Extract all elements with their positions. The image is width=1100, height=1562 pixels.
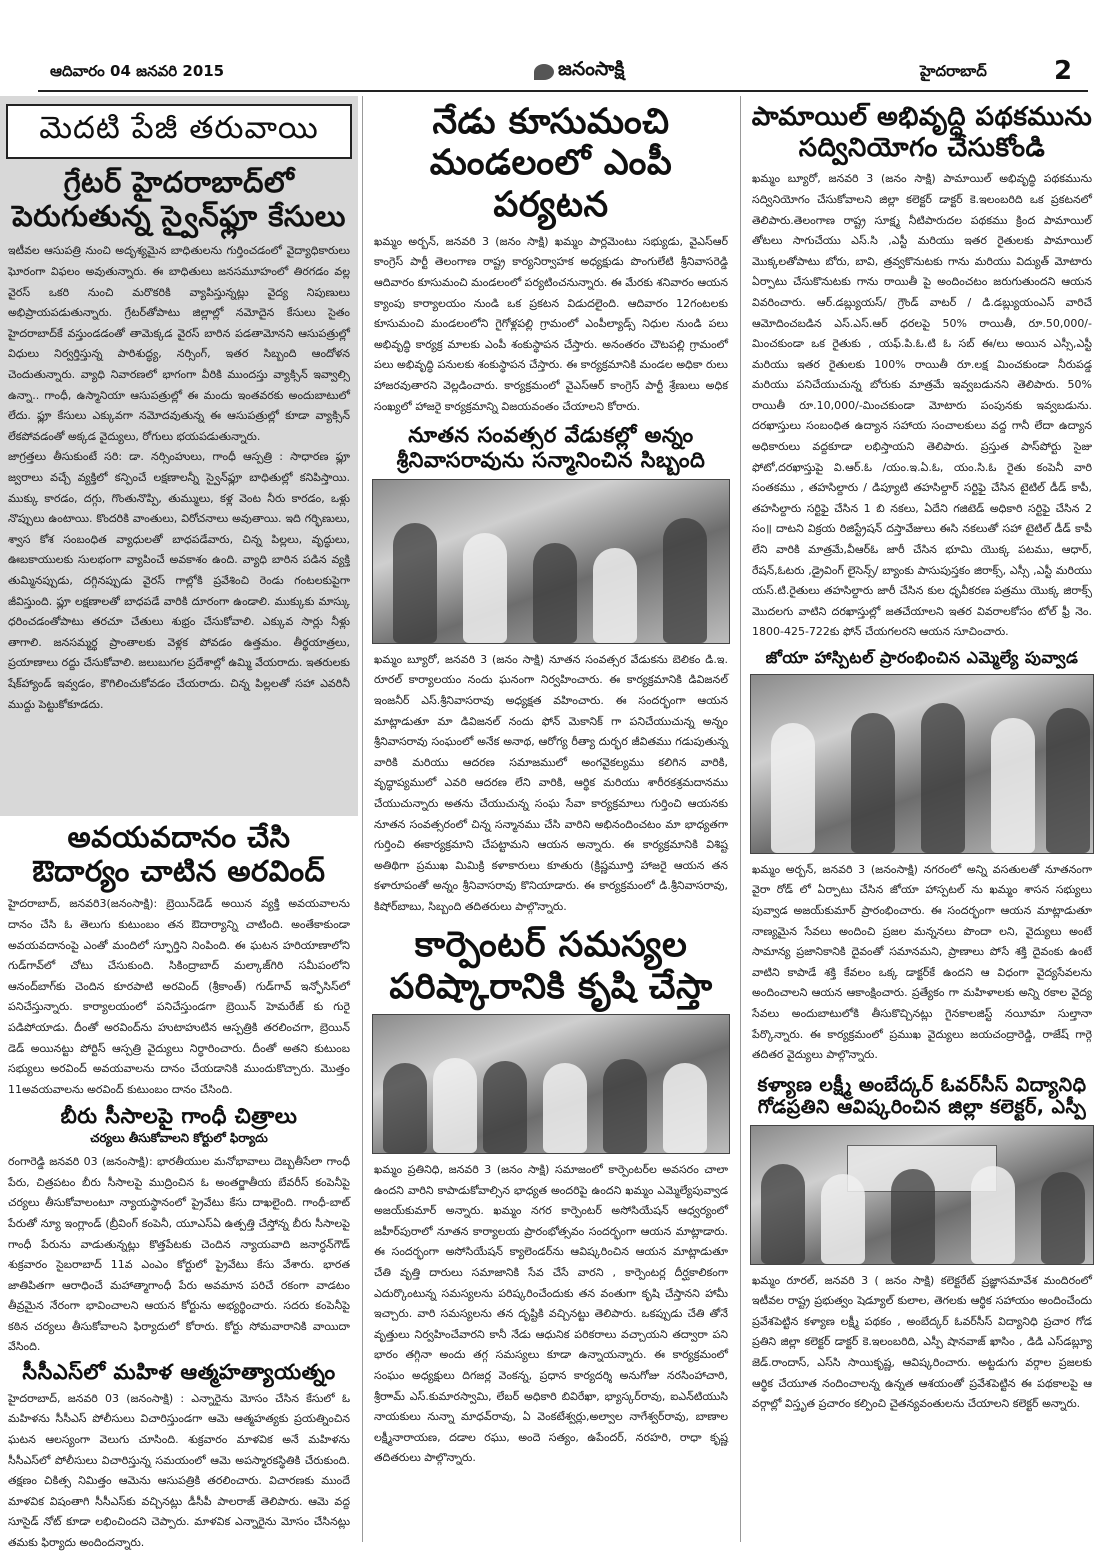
- middle-column: [366, 96, 736, 1469]
- article-body: రంగారెడ్డి జనవరి 03 (జనంసాక్షి): భారతీయుల మనోభావాలు దెబ్బతీసేలా గాంధీ పేరు, చిత్రపటం బీరు సీసాలపై ముద్రించిన ఓ అంతర్జాతీయ బేవరీస్ కంపెనీపై చర్యలు తీసుకోవాలంటూ న్యాయస్థానంలో ప్రైవేటు కేసు దాఖలైంది. గాంధీ-బాట్ పేరుతో న్యూ ఇంగ్లాండ్ (బ్రీవింగ్ కంపెనీ, యూఎస్ఏ ఉత్పత్తి చేస్తోన్న బీరు సీసాలపై గాంధీ పేరును వాడుతున్నట్లు కొత్తపేటకు చెందిన న్యాయవాది జనార్ధన్‌గౌడ్ శుక్రవారం సైబరాబాద్ 11వ ఎంఎం కోర్టులో ప్రైవేటు కేసు వేశారు. భారత జాతిపితగా ఆరాధించే మహాత్మాగాంధీ పేరు అవమాన పరిచే రకంగా వాడటం తీవ్రమైన నేరంగా భావించాలని ఆయన కోర్టును అభ్యర్థించారు. సదరు కంపెనీపై కఠిన చర్యలు తీసుకోవాలని ఫిర్యాదులో కోరారు. కోర్టు సోమవారానికి వాయిదా వేసింది.: [8, 1155, 350, 1354]
- left-column: [0, 96, 358, 1554]
- felicitation-photo: [372, 479, 730, 644]
- article-headline: జోయా హాస్పిటల్ ప్రారంభించిన ఎమ్మెల్యే పువ్వాడ: [765, 648, 1079, 667]
- wall-poster-release-photo: [750, 1125, 1094, 1265]
- article-headline: సీసీఎస్‌లో మహిళ ఆత్మహత్యాయత్నం: [22, 1360, 336, 1385]
- article-headline: బీరు సీసాలపై గాంధీ చిత్రాలు: [60, 1104, 298, 1129]
- continuation-box: [0, 96, 358, 816]
- column-divider: [362, 96, 363, 1542]
- article: [744, 1074, 1100, 1415]
- article-body: ఖమ్మం ప్రతినిధి, జనవరి 3 (జనం సాక్షి) సమాజంలో కార్పెంటర్‌ల అవసరం చాలా ఉందని వారిని కాపాడుకోవాల్సిన భాధ్యత అందరిపై ఉందని ఖమ్మం ఎమ్మెల్యేపువ్వాడ అజయ్‌కుమార్ అన్నారు. ఖమ్మం నగర కార్పెంటర్ అసోసియేషన్ ఆధ్వర్యంలో జహీర్‌పురాలో నూతన కార్యాలయ ప్రారంభోత్సవం సందర్భంగా ఆయన మాట్లాడారు. ఈ సందర్భంగా అసోసియేషన్ క్యాలెండర్‌ను ఆవిష్కరించిన ఆయన మాట్లాడుతూ చేతి వృత్తి దారులు సమాజానికి సేవ చేసే వారని , కార్పెంటర్ల దీర్ఘకాలికంగా ఎదుర్కొంటున్న సమస్యలను పరిష్కరించేందుకు తన వంతుగా కృషి చేస్తానని హామీ ఇచ్చారు. వారి సమస్యలను తన దృష్టికి వచ్చినట్టు తెలిపారు. ఒకప్పుడు చేతి తోనే వృత్తులు నిర్వహించేవారని కానీ నేడు ఆధునిక పరికరాలు వచ్చాయని తద్వారా పని భారం తగ్గినా అందు తగ్గ సమస్యలు కూడా ఉన్నాయన్నారు. ఈ కార్యక్రమంలో సంఘం అధ్యక్షులు దిగజర్ల వెంకన్న, ప్రధాన కార్యదర్శి అనుగోజు నరసింహాచారి, శ్రీరాామ్ ఎస్.కుమారస్వామి, లేబర్ అధికారి బివిరేఖా, భ్యాస్కర్‌రావు, ఐఎన్‌టియుసి నాయకులు నున్నా మాధవ్‌రావు, ఏ వెంకటేశ్వర్లు,అల్వాల నాగేశ్వర్‌రావు, బాణాల లక్ష్మీనారాయణ, దడాల రఘు, అందె సత్యం, ఉపేందర్, నరహరి, రాధా కృష్ణ తదితరులు పాల్గొన్నారు.: [374, 1163, 728, 1465]
- article-body: ఖమ్మం బ్యూరో, జనవరి 3 (జనం సాక్షి) నూతన సంవత్సర వేడుకను బెలికం డి.ఇ. రూరల్ కార్యాలయం నందు ఘనంగా నిర్వహించారు. ఈ కార్యక్రమానికి డివిజనల్ ఇంజనీర్ ఎస్.శ్రీనివాసరావు అధ్యక్షత వహించారు. ఈ సందర్భంగా ఆయన మాట్లాడుతూ మా డివిజనల్ నందు ఫోన్ మెకానిక్ గా పనిచేయుచున్న అన్నం శ్రీనివాసరావు సంఘంలో అనేక అనాథ, ఆరోగ్య రీత్యా దుర్భర జీవితము గడుపుతున్న వారికి మరియు ఆదరణ సమాజములో అంగవైకల్యము కలిగిన వారికి, వృద్ధాప్యములో ఎవరి ఆదరణ లేని వారికి, ఆర్థిక మరియు శారీరకశ్రమదానము చేయుచున్నారు అతను చేయుచున్న సంఘ సేవా కార్యక్రమాలు గుర్తించి ఆయనకు నూతన సంవత్సరంలో చిన్న సన్మానము చేసి వారిని అభినందించటం మా భాధ్యతగా గుర్తించి ఈకార్యక్రమాని చేపట్టామని ఆయన అన్నారు. ఈ కార్యక్రమానికి విశిష్ట అతిథిగా ప్రముఖ మిమిక్రి కళాకారులు కూతురు (క్రిష్ణమూర్తి హాజరై ఆయన తన కళారూపంతో అన్నం శ్రీనివాసరావు కొనియాడారు. ఈ కార్యక్రమంలో డి.శ్రీనివాసరావు, కిషోర్‌బాబు, సిబ్బంది తదితరులు పాల్గొన్నారు.: [374, 652, 728, 913]
- article-headline: ఔదార్యం చాటిన అరవింద్: [32, 854, 326, 889]
- page-number: 2: [1054, 56, 1073, 86]
- article-subheadline: చర్యలు తీసుకోవాలని కోర్టులో ఫిర్యాదు: [90, 1131, 268, 1146]
- article-headline: మండలంలో ఎంపీ పర్యటన: [429, 143, 673, 225]
- article-headline: కార్పెంటర్ సమస్యల: [414, 925, 688, 966]
- article-body: ఇటీవల ఆసుపత్రి నుంచి అదృశ్యమైన బాధితులను గుర్తించడంలో వైద్యాధికారులు ఘోరంగా విఫలం అవుతున్నారు. ఈ బాధితులు జనసమూహంలో తిరగడం వల్ల వైరస్ ఒకరి నుంచి మరొకరికి వ్యాపిస్తున్నట్లు వైద్య నిపుణులు అభిప్రాయపడుతున్నారు. గ్రేటర్‌తోపాటు జిల్లాల్లో నమోదైన కేసులు సైతం హైదరాబాద్‌కే వస్తుండడంతో తామెక్కడ వైరస్ బారిన పడతామోనని ఆసుపత్రుల్లో విధులు నిర్వర్తిస్తున్న పారిశుద్ధ్య, నర్సింగ్, ఇతర సిబ్బంది ఆందోళన చెందుతున్నారు. వ్యాధి నివారణలో భాగంగా వీరికి ముందస్తు వ్యాక్సిన్ ఇవ్వాల్సి ఉన్నా.. గాంధీ, ఉస్మానియా ఆసుపత్రుల్లో ఈ మందు ఇంతవరకు అందుబాటులో లేదు. ఫ్లూ కేసులు ఎక్కువగా నమోదవుతున్న ఈ ఆసుపత్రుల్లో కూడా వ్యాక్సిన్ లేకపోవడంతో అక్కడ వైద్యులు, రోగులు భయపడుతున్నారు.: [8, 244, 350, 443]
- article-body: ఖమ్మం రూరల్, జనవరి 3 ( జనం సాక్షి) కలెక్టరేట్ ప్రజ్ఞాసమావేశ మందిరంలో ఇటీవల రాష్ట్ర ప్రభుత్వం షెడ్యూల్ కులాల, తెగలకు ఆర్థిక సహాయం అందించేందు ప్రవేశపెట్టిన కళ్యాణ లక్ష్మీ పథకం , అంబేద్కర్ ఓవర్‌సీస్ విద్యానిధి ప్రచార గోడ ప్రతిని జిల్లా కలెక్టర్ డాక్టర్ కె.ఇలంబరిది, ఎస్పీ షానవాజ్ ఖాసిం , డిడి ఎస్‌డబ్ల్యూ జెడ్.రాందాస్, ఎస్‌సి సాయికృష్ణ, ఆవిష్కరించారు. అట్టడుగు వర్గాల ప్రజలకు ఆర్థిక చేయూత నందించాలన్న ఉన్నత ఆశయంతో ప్రవేశపెట్టిన ఈ పథకాలపై ఆ వర్గాల్లో విస్తృత ప్రచారం కల్పించి చైతన్యవంతులను చేయాలని కలెక్టర్ అన్నారు.: [752, 1273, 1092, 1411]
- article: [366, 925, 736, 1469]
- section-flag: మెదటి పేజీ తరువాయి: [6, 104, 352, 159]
- hospital-inauguration-photo: [750, 674, 1094, 854]
- article-headline: సద్వినియోగం చేసుకోండి: [798, 132, 1046, 163]
- edition-city: హైదరాబాద్: [920, 62, 987, 80]
- article: [366, 423, 736, 917]
- article-headline: నూతన సంవత్సర వేడుకల్లో అన్నం: [408, 423, 694, 448]
- article-body: ఖమ్మం అర్బన్, జనవరి 3 (జనంసాక్షి) నగరంలో అన్ని వసతులతో నూతనంగా వైరా రోడ్ లో ఏర్పాటు చేసిన జోయా హాస్పటల్ ను ఖమ్మం శాసన సభ్యులు పువ్వాడ అజయ్‌కుమార్ ప్రారంభించారు. ఈ సందర్భంగా ఆయన మాట్లాడుతూ నాణ్యమైన సేవలు అందించి ప్రజల మన్ననలు పొందా లని, వైద్యులు అంటే సామాన్య ప్రజానికానికి దైవంతో సమానమని, ప్రాణాలు పోసే శక్తి దైవంకు ఉంటే వాటిని కాపాడే శక్తి కేవలం ఒక్క డాక్టర్‌కే ఉందని ఆ విధంగా వైద్యసేవలను అందించాలని ఆయన ఆకాంక్షించారు. ప్రత్యేకం గా మహిళాలకు అన్ని రకాల వైద్య సేవలు అందుబాటులోకి తీసుకొచ్చినట్లు గైనకాలజిస్ట్ నయీమా సుల్తానా పేర్కొన్నారు. ఈ కార్యక్రమంలో ప్రముఖ వైద్యులు జయచంద్రారెడ్డి, రాజేష్ గార్గె తదితర వైద్యులు పాల్గొన్నారు.: [752, 862, 1092, 1062]
- issue-date: ఆదివారం 04 జనవరి 2015: [50, 62, 225, 80]
- article: [744, 649, 1100, 1066]
- article-headline: శ్రీనివాసరావును సన్మానించిన సిబ్బంది: [396, 448, 706, 472]
- calendar-release-photo: [372, 1014, 730, 1154]
- article-headline: పెరుగుతున్న స్వైన్‌ఫ్లూ కేసులు: [12, 199, 346, 234]
- article-headline: పామాయిల్ అభివృద్ధి పథకమును: [751, 102, 1093, 132]
- article: [0, 1360, 358, 1554]
- article-headline: నేడు కూసుమంచి: [432, 102, 670, 142]
- article-headline: పరిష్కారానికి కృషి చేస్తా: [389, 966, 713, 1007]
- masthead: [38, 52, 1088, 92]
- article-body: ఖమ్మం అర్బన్, జనవరి 3 (జనం సాక్షి) ఖమ్మం పార్లమెంటు సభ్యుడు, వైఎస్ఆర్ కాంగ్రెస్ పార్టీ తెలంగాణ రాష్ట్ర కార్యనిర్వాహక అధ్యక్షుడు పొంగులేటి శ్రీనివాసరెడ్డి ఆదివారం కూసుమంచి మండలంలో పర్యటించనున్నారు. ఈ మేరకు శనివారం ఆయన క్యాంపు కార్యాలయం నుండి ఒక ప్రకటన విడుదలైంది. ఆదివారం 12గంటలకు కూసుమంచి మండలంలోని గైగోళ్లపల్లి గ్రామంలో ఎంపీల్యాడ్స్ నిధుల నుండి పలు అభివృద్ధి కార్యక్ర మాలకు ఎంపీ శంకుస్థాపన చేస్తారు. అనంతరం చౌటపల్లి గ్రామంలో పలు అభివృద్ధి పనులకు శంకుస్థాపన చేస్తారు. ఈ కార్యక్రమానికి మండల అధికా రులు హాజరవుతారని వెల్లడించారు. కార్యక్రమంలో వైఎస్ఆర్ కాంగ్రెస్ పార్టీ శ్రేణులు అధిక సంఖ్యలో హాజరై కార్యక్రమాన్ని విజయవంతం చేయాలని కోరారు.: [374, 234, 728, 413]
- article-body: జాగ్రత్తలు తీసుకుంటే సరి: డా. నర్సింహులు, గాంధీ ఆస్పత్రి : సాధారణ ఫ్లూ జ్వరాలు వచ్చే వ్యక్తిలో కన్పించే లక్షణాలన్నీ స్వైన్‌ఫ్లూ బాధితుల్లో కనిపిస్తాయి. ముక్కు కారడం, దగ్గు, గొంతునొప్పి, తుమ్ములు, కళ్ల వెంట నీరు కారడం, ఒళ్లు నొప్పులు ఉంటాయి. కొందరికి వాంతులు, విరోచనాలు అవుతాయి. ఇది గర్భిణులు, శ్వాస కోశ సంబంధిత వ్యాధులతో బాధపడేవారు, చిన్న పిల్లలు, వృద్ధులు, ఊబకాయులకు సులభంగా వ్యాపించే అవకాశం ఉంది. వ్యాధి బారిన పడిన వ్యక్తి తుమ్మినప్పుడు, దగ్గినప్పుడు వైరస్ గాల్లోకి ప్రవేశించి రెండు గంటలకుపైగా జీవిస్తుంది. ఫ్లూ లక్షణాలతో బాధపడే వారికి దూరంగా ఉండాలి. ముక్కుకు మాస్కు ధరించడంతోపాటు తరచూ చేతులు శుభ్రం చేసుకోవాలి. ఎక్కువ సార్లు నీళ్లు తాగాలి. జనసమ్మర్థ ప్రాంతాలకు వెళ్లక పోవడం ఉత్తమం. తీర్థయాత్రలు, ప్రయాణాలు రద్దు చేసుకోవాలి. జలుబుగల ప్రదేశాల్లో ఉమ్మి వేయరాదు. ఇతరులకు షేక్‌హ్యాండ్ ఇవ్వడం, కౌగిలించుకోవడం చేయరాదు. చిన్న పిల్లలతో సహా ఎవరినీ ముద్దు పెట్టుకోకూడదు.: [8, 450, 350, 711]
- article-headline: కళ్యాణ లక్ష్మీ అంబేద్కర్ ఓవర్‌సీస్ విద్యానిధి: [757, 1073, 1087, 1096]
- article-headline: గోడప్రతిని ఆవిష్కరించిన జిల్లా కలెక్టర్, ఎస్పీ: [757, 1096, 1087, 1119]
- leaf-icon: [534, 64, 554, 80]
- logo-text: జనంసాక్షి: [558, 58, 625, 80]
- newspaper-logo: [534, 58, 624, 85]
- article-headline: గ్రేటర్ హైదరాబాద్‌లో: [63, 165, 295, 199]
- article-headline: అవయవదానం చేసి: [67, 820, 291, 854]
- article: [0, 1104, 358, 1358]
- article-body: హైదరాబాద్, జనవరి 03 (జనంసాక్షి) : ఎన్నారైను మోసం చేసిన కేసులో ఓ మహిళను సీసీఎస్ పోలీసులు విచారిస్తుండగా ఆమె ఆత్మహత్యకు ప్రయత్నించిన ఘటన ఆలస్యంగా వెలుగు చూసింది. శుక్రవారం మాళవిక అనే మహిళను సీసీఎస్‌లో పోలీసులు విచారిస్తున్న సమయంలో ఆమె అపస్మారకస్థితికి చేరుకుంది. తక్షణం చికిత్స నిమిత్తం ఆమెను ఆసుపత్రికి తరలించారు. విచారణకు ముందే మాళవిక విషంతాగి సీసీఎస్‌కు వచ్చినట్లు డీసీపీ పాలరాజ్ తెలిపారు. ఆమె వద్ద సూసైడ్ నోట్ కూడా లభించిందని చెప్పారు. మాళవిక ఎన్నారైను మోసం చేసినట్లు తమకు ఫిర్యాదు అందిందన్నారు.: [8, 1391, 350, 1549]
- article: [0, 820, 358, 1100]
- article-body: ఖమ్మం బ్యూరో, జనవరి 3 (జనం సాక్షి) పామాయిల్ అభివృద్ధి పథకమును సద్వినియోగం చేసుకోవాలని జిల్లా కలెక్టర్ డాక్టర్ కె.ఇలంబరిది ఒక ప్రకటనలో తెలిపారు.తెలంగాణ రాష్ట్ర సూక్ష్మ నీటిపారుదల పథకము క్రింద పామాయిల్ తోటలు సాగుచేయు ఎస్.సి ,ఎస్టీ మరియు ఇతర రైతులకు పామాయిల్ మొక్కలతోపాటు బోరు, బావి, త్రవ్వకొనుటకు గాను మరియు విద్యుత్ మోటారు ఏర్పాటు చేసుకొనుటకు గాను రాయితీ పై అందించటం జరుగుతుందని ఆయన వివరించారు. ఆర్.డబ్ల్యుయస్/ గ్రౌండ్ వాటర్ / డి.డబ్ల్యుయంఎస్ వారిచే ఆమోదించబడిన ఎస్.ఎస్.ఆర్ ధరలపై 50% రాయితీ, రూ.50,000/- మించకుండా ఒక రైతుకు , యఫ్.పి.ఓ.టి ఓ సబ్ ఈ/లు అయిన ఎస్సీ,ఎస్టీ మరియు ఇతర రైతులకు 100% రాయితీ రూ.లక్ష మించకుండా నీరుపడ్డ మరియు పనిచేయుచున్న బోరుకు మాత్రమే ఇవ్వబడునని తెలిపారు. 50% రాయితీ రూ.10,000/-మించకుండా మోటారు పంపునకు ఇవ్వబడును. దరఖాస్తులు సంబంధిత ఉద్యాన సహాయ సంచాలకులు వద్ద గానీ లేదా ఉద్యాన అధికారులు వద్దకూడా లభిస్తాయని తెలిపారు. ప్రస్తుత పాస్‌పోర్టు సైజు ఫోటో,దరఖాస్తుపై వి.ఆర్.ఓ /యం.ఇ.ఏ.ఓ, యం.సి.ఓ రైతు కంపెనీ వారి సంతకము , తహసిల్దారు / డిప్యూటి తహసిల్దార్ సర్టిఫై చేసిన టైటిల్ డీడ్ కాపీ, తహసిల్దారు సర్టిఫై చేసిన 1 బి నకలు, ఏదేని గజిటెడ్ అధికారి సర్టిఫై చేసిన 2 సం॥ దాటని విక్రయ రిజిస్ట్రేషన్ దస్తావేజులు ఈసి నకలుతో సహా టైటిల్ డీడ్ కాపీ లేని వారికి మాత్రమే,వీఆర్ఓ జారీ చేసిన భూమి యొక్క పటము, ఆధార్, రేషన్,ఓటరు ,డ్రైవింగ్ లైసెన్స్/ బ్యాంకు పాసుపుస్తకం జిరాక్స్, ఎస్సీ ,ఎస్టీ మరియు యస్.టి.రైతులు తహసిల్దారు జారీ చేసిన కుల ధృవీకరణ పత్రము యొక్క జిరాక్స్ మొదలగు వాటిని దరఖాస్తుల్లో జతచేయాలని ఇతర వివరాలకోసం టోల్ ఫ్రీ నెం. 1800-425-722కు ఫోన్ చేయగలరని ఆయన సూచించారు.: [752, 172, 1092, 639]
- article-body: హైదరాబాద్, జనవరి3(జనంసాక్షి): బ్రెయిన్‌డెడ్ అయిన వ్యక్తి అవయవాలను దానం చేసి ఓ తెలుగు కుటుంబం తన ఔదార్యాన్ని చాటింది. అంతేకాకుండా అవయవదానంపై ఎంతో మందిలో స్ఫూర్తిని నింపింది. ఈ ఘటన హరియాణాలోని గుడ్‌గావ్‌లో చోటు చేసుకుంది. సికింద్రాబాద్ మల్కాజ్‌గిరి సమీపంలోని ఆనంద్‌బాగ్‌కు చెందిన కూరపాటి అరవింద్ (శ్రీకాంత్) గుడ్‌గావ్ ఇన్ఫోసిస్‌లో పనిచేస్తున్నారు. కార్యాలయంలో పనిచేస్తుండగా బ్రెయిన్ హెమరేజ్ కు గురై పడిపోయాడు. దీంతో అరవింద్‌ను హుటాహుటిన ఆస్పత్రికి తరలించగా, బ్రెయిన్ డెడ్ అయినట్టు పోర్టిస్ ఆస్పత్రి వైద్యులు నిర్ధారించారు. దీంతో అతని కుటుంబ సభ్యులు అరవింద్ అవయవాలను దానం చేయడానికి ముందుకొచ్చారు. మొత్తం 11అవయవాలను అరవింద్ కుటుంబం దానం చేసింది.: [8, 897, 350, 1096]
- right-column: [744, 96, 1100, 1415]
- article: [366, 102, 736, 417]
- article: [744, 102, 1100, 643]
- column-divider: [740, 96, 741, 1542]
